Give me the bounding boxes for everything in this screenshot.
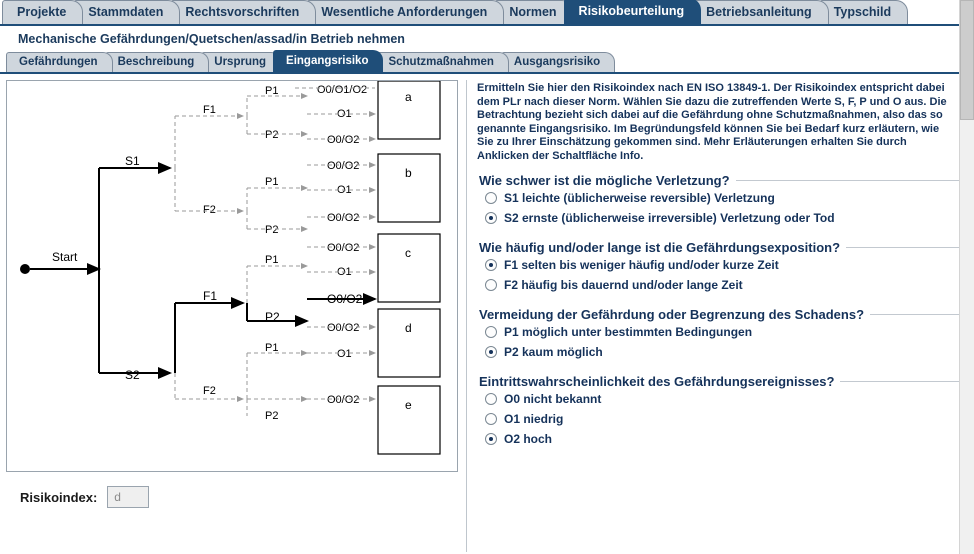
radio-f1-icon[interactable] [485,259,497,271]
f2-label-bottom: F2 [203,385,216,397]
tab-normen[interactable]: Normen [494,0,573,24]
tab-rechtsvorschriften[interactable]: Rechtsvorschriften [170,0,316,24]
riskindex-label: Risikoindex: [20,489,98,505]
option-s1[interactable] [477,188,962,208]
subtab-ursprung[interactable]: Ursprung [201,52,281,72]
result-box-d: d [405,321,412,335]
group-severity-title: Wie schwer ist die mögliche Verletzung? [479,173,730,188]
option-p1-label: P1 möglich unter bestimmten Bedingungen [504,325,753,339]
radio-o0-icon[interactable] [485,393,497,405]
group-prevention-title: Vermeidung der Gefährdung oder Begrenzung des Schadens? [479,307,865,322]
outcome-label-10: O0/O2 [327,322,360,334]
option-s1-label: S1 leichte (üblicherweise reversible) Verletzung [504,191,775,205]
p2-label-1: P2 [265,129,279,141]
p2-label-2: P2 [265,224,279,236]
subtab-schutzmassnahmen[interactable]: Schutzmaßnahmen [375,52,508,72]
outcome-label-6: O0/O2 [327,212,360,224]
risk-graph-svg [7,81,458,472]
sub-tab-bar [0,52,974,74]
radio-o1-icon[interactable] [485,413,497,425]
outcome-label-5: O1 [337,184,352,196]
group-occurrence-title: Eintrittswahrscheinlichkeit des Gefährdungsereignisses? [479,374,835,389]
outcome-label-7: O0/O2 [327,242,360,254]
outcome-label-1: O0/O1/O2 [317,84,368,96]
vertical-scrollbar[interactable] [959,0,974,554]
group-frequency [477,240,962,301]
p1-label-3: P1 [265,254,279,266]
tab-betriebsanleitung[interactable]: Betriebsanleitung [691,0,829,24]
start-label: Start [52,250,78,264]
outcome-label-8: O1 [337,266,352,278]
radio-p1-icon[interactable] [485,326,497,338]
p1-label-2: P1 [265,176,279,188]
group-frequency-title: Wie häufig und/oder lange ist die Gefährdungsexposition? [479,240,841,255]
option-f1[interactable] [477,255,962,275]
group-occurrence [477,374,962,455]
outcome-label-11: O1 [337,348,352,360]
p1-label-1: P1 [265,85,279,97]
option-s2[interactable] [477,208,962,228]
content-area [0,74,974,552]
result-box-a: a [405,90,412,104]
radio-s1-icon[interactable] [485,192,497,204]
radio-f2-icon[interactable] [485,279,497,291]
subtab-gefaehrdungen[interactable]: Gefährdungen [6,52,113,72]
riskindex-row [6,486,458,508]
option-s2-label: S2 ernste (üblicherweise irreversible) Verletzung oder Tod [504,211,835,225]
option-o1-label: O1 niedrig [504,412,564,426]
result-box-e: e [405,398,412,412]
s1-label: S1 [125,154,140,168]
p2-label-4: P2 [265,410,279,422]
outcome-label-4: O0/O2 [327,160,360,172]
breadcrumb: Mechanische Gefährdungen/Quetschen/assad/in Betrieb nehmen [0,26,974,52]
main-tab-bar [0,0,974,26]
tab-risikobeurteilung[interactable]: Risikobeurteilung [564,0,702,24]
option-p2[interactable] [477,342,962,362]
option-p1[interactable] [477,322,962,342]
subtab-eingangsrisiko[interactable]: Eingangsrisiko [273,50,383,72]
option-o0[interactable] [477,389,962,409]
tab-stammdaten[interactable]: Stammdaten [73,0,180,24]
f1-label-top: F1 [203,104,216,116]
option-o0-label: O0 nicht bekannt [504,392,602,406]
outcome-label-3: O0/O2 [327,134,360,146]
f1-label-bottom: F1 [203,289,218,303]
tab-projekte[interactable]: Projekte [2,0,83,24]
result-box-c: c [405,246,411,260]
option-o2[interactable] [477,429,962,449]
riskindex-value-field: d [107,486,149,508]
option-f1-label: F1 selten bis weniger häufig und/oder kurze Zeit [504,258,779,272]
tab-typschild[interactable]: Typschild [819,0,908,24]
risk-graph-panel [6,80,458,472]
outcome-label-9: O0/O2 [327,292,363,306]
f2-label-top: F2 [203,204,216,216]
group-severity [477,173,962,234]
tab-wesentliche-anforderungen[interactable]: Wesentliche Anforderungen [306,0,504,24]
radio-o2-icon[interactable] [485,433,497,445]
left-pane [6,80,458,552]
subtab-ausgangsrisiko[interactable]: Ausgangsrisiko [501,52,615,72]
option-f2[interactable] [477,275,962,295]
group-prevention [477,307,962,368]
s2-label: S2 [125,368,140,382]
radio-p2-icon[interactable] [485,346,497,358]
p1-label-4: P1 [265,342,279,354]
vertical-scrollbar-thumb[interactable] [960,0,974,120]
intro-text: Ermitteln Sie hier den Risikoindex nach EN ISO 13849-1. Der Risikoindex entspricht dabei dem PLr nach dieser Norm. Wählen Sie dazu die zutreffenden Werte S, F, P und O aus. Die Betrachtung bezieht sich dabei auf die Gefährdung ohne Schutzmaßnahmen, also das so genannte Eingangsrisiko. Im Begründungsfeld können Sie bei Bedarf kurz erläutern, wie Sie zu Ihrer Einschätzung gekommen sind. Mehr Erläuterungen erhalten Sie durch Anklicken der Schaltfläche Info. [477,82,947,162]
p2-label-3: P2 [265,310,280,324]
outcome-label-2: O1 [337,108,352,120]
option-f2-label: F2 häufig bis dauernd und/oder lange Zeit [504,278,743,292]
subtab-beschreibung[interactable]: Beschreibung [105,52,210,72]
result-box-b: b [405,166,412,180]
right-pane [466,80,968,552]
outcome-label-12: O0/O2 [327,394,360,406]
option-o1[interactable] [477,409,962,429]
option-p2-label: P2 kaum möglich [504,345,603,359]
option-o2-label: O2 hoch [504,432,553,446]
radio-s2-icon[interactable] [485,212,497,224]
